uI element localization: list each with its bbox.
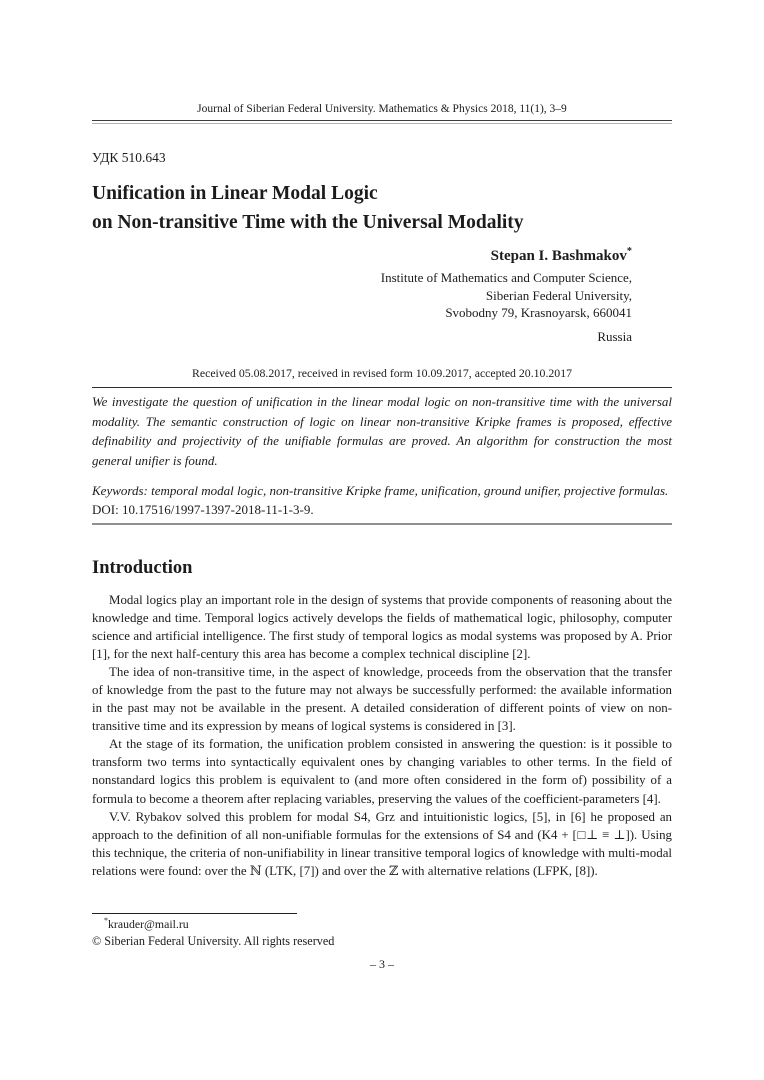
paragraph-1: Modal logics play an important role in the design of systems that provide components of reasoning about the knowledge and time. Temporal logics actively develops the fields of mathematical logic, philosophy, computer science and artificial intelligence. The first study of temporal logics as modal systems was proposed by A. Prior [1], for the next half-century this area has become a complex technical discipline [2].: [92, 592, 672, 661]
abstract-top-rule: [92, 387, 672, 388]
doi-text: DOI: 10.17516/1997-1397-2018-11-1-3-9.: [92, 501, 314, 517]
keywords-text: Keywords: temporal modal logic, non-transitive Kripke frame, unification, ground unifier, projective formulas.: [92, 483, 669, 498]
paragraph-2: The idea of non-transitive time, in the aspect of knowledge, proceeds from the observation that the transfer of knowledge from the past to the future may not always be successfully performed: the available information in the past may not be available in the present. A detailed consideration of different points of view on non-transitive time and its expression by means of logical systems is considered in [3].: [92, 664, 672, 734]
section-heading-introduction: Introduction: [92, 557, 193, 578]
affiliation-line-1: Institute of Mathematics and Computer Science,: [380, 270, 632, 285]
affiliation-country: Russia: [597, 328, 632, 344]
text-column: [92, 0, 672, 880]
page-number: – 3 –: [370, 957, 394, 971]
footnote-rule: [92, 913, 297, 914]
copyright-line: © Siberian Federal University. All rights reserved: [92, 934, 335, 948]
footnote-email-line: [92, 917, 672, 932]
affiliation-line-3: Svobodny 79, Krasnoyarsk, 660041: [445, 305, 632, 320]
paragraph-3: At the stage of its formation, the unification problem consisted in answering the question: is it possible to transform two terms into syntactically equivalent ones by changing variables to other terms. In the field of nonstandard logics this problem is equivalent to (and more often considered in the form of) possibility of a formula to become a theorem after replacing variables, preserving the values of the coefficient-parameters [4].: [92, 737, 672, 806]
footnote-email: krauder@mail.ru: [108, 917, 189, 931]
title-line-1: Unification in Linear Modal Logic: [92, 183, 378, 204]
journal-header: Journal of Siberian Federal University. Mathematics & Physics 2018, 11(1), 3–9: [197, 103, 567, 115]
author-footnote-marker: *: [626, 246, 632, 257]
footnote-marker: *: [104, 916, 109, 926]
paragraph-4: V.V. Rybakov solved this problem for modal S4, Grz and intuitionistic logics, [5], in [6] he proposed an approach to the definition of all non-unifiable formulas for the extensions of S4 and (K4 + [□⊥ ≡ ⊥]). Using this technique, the criteria of non-unifiability in linear transitive temporal logics of knowledge with multi-modal relations were found: over the ℕ (LTK, [7]) and over the ℤ with alternative relations (LFPK, [8]).: [92, 809, 672, 878]
footnote-area: [92, 913, 672, 949]
author-name-text: Stepan I. Bashmakov: [490, 248, 627, 264]
abstract-text: We investigate the question of unification in the linear modal logic on non-transitive time with the universal modality. The semantic construction of logic on linear non-transitive Kripke frames is proposed, effective definability and projectivity of the unifiable formulas are proved. An algorithm for construction the most general unifier is found.: [92, 394, 672, 468]
udk-code: УДК 510.643: [92, 150, 166, 165]
header-rule: [92, 120, 672, 124]
title-line-2: on Non-transitive Time with the Universal Modality: [92, 212, 524, 233]
abstract-bottom-rule: [92, 523, 672, 525]
author-block: [92, 248, 672, 345]
article-title: [92, 179, 672, 237]
received-dates: Received 05.08.2017, received in revised form 10.09.2017, accepted 20.10.2017: [191, 366, 572, 380]
author-name: [92, 248, 632, 265]
affiliation-line-2: Siberian Federal University,: [485, 287, 632, 303]
